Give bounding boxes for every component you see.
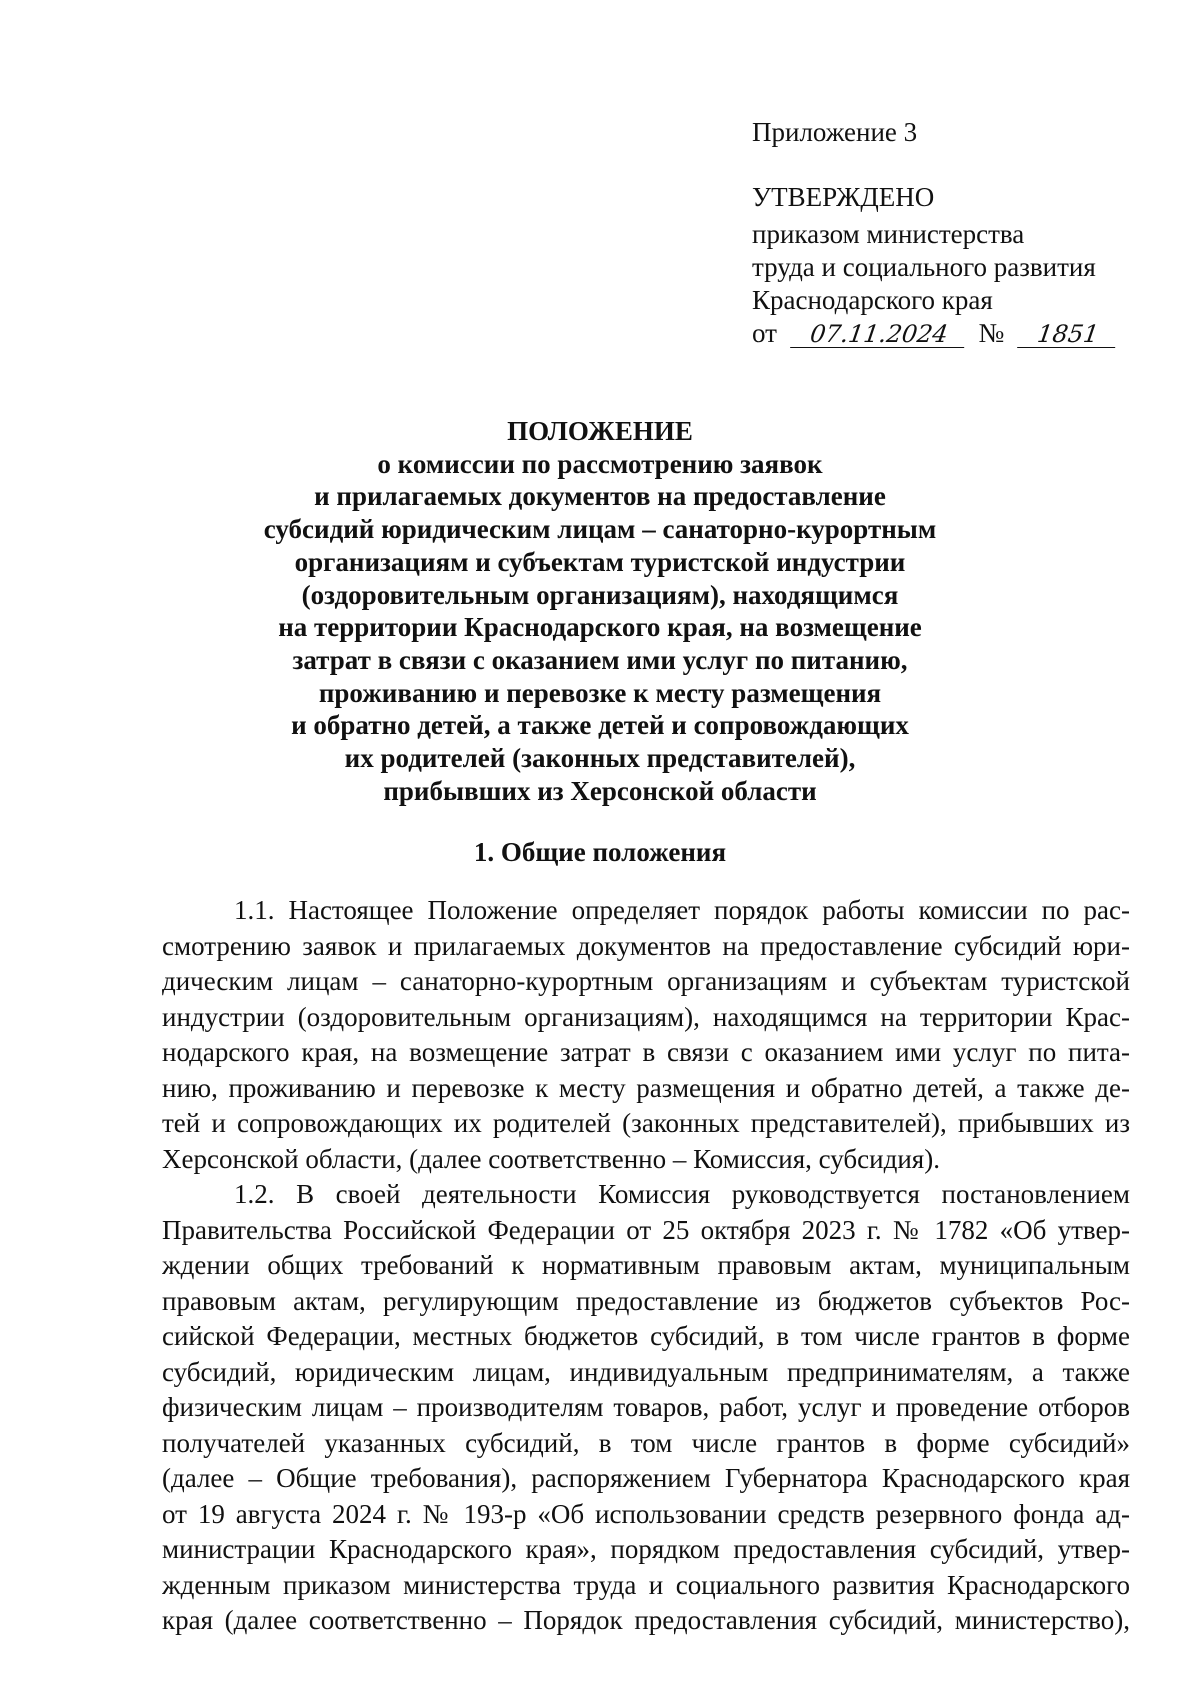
order-date-line: [752, 317, 1172, 350]
approved-stamp-text: УТВЕРЖДЕНО: [752, 182, 935, 212]
text-line: сийской Федерации, местных бюджетов субсидий, в том числе грантов в форме: [162, 1321, 1130, 1351]
text-line: Херсонской области, (далее соответственно – Комиссия, субсидия).: [162, 1143, 940, 1174]
title-line: ПОЛОЖЕНИЕ: [507, 416, 693, 446]
body-text: [162, 893, 1130, 1639]
title-line: о комиссии по рассмотрению заявок: [377, 448, 823, 479]
text-line: дическим лицам – санаторно-курортным организациям и субъектам туристской: [162, 966, 1130, 996]
title-line: субсидий юридическим лицам – санаторно-курортным: [263, 514, 937, 545]
title-line: затрат в связи с оказанием ими услуг по питанию,: [292, 644, 908, 675]
text-line: (далее – Общие требования), распоряжением Губернатора Краснодарского края: [162, 1463, 1130, 1493]
title-line: и обратно детей, а также детей и сопровождающих: [291, 710, 909, 741]
text-line: индустрии (оздоровительным организациям), находящимся на территории Крас-: [162, 1001, 1130, 1032]
text-line: жденным приказом министерства труда и социального развития Краснодарского: [162, 1569, 1130, 1600]
paragraph-1-1: [162, 893, 1130, 1177]
approval-block: [752, 181, 1172, 350]
order-line: труда и социального развития: [752, 252, 1096, 282]
text-line: субсидий, юридическим лицам, индивидуальным предпринимателям, а также: [162, 1356, 1130, 1387]
text-line: Правительства Российской Федерации от 25 октября 2023 г. № 1782 «Об утвер-: [162, 1214, 1130, 1245]
date-prefix: от: [752, 318, 777, 348]
document-title: [150, 415, 1050, 807]
paragraph-1-2: [162, 1177, 1130, 1639]
text-line: тей и сопровождающих их родителей (законных представителей), прибывших из: [162, 1108, 1130, 1138]
section-heading: 1. Общие положения: [473, 837, 727, 867]
text-line: края (далее соответственно – Порядок предоставления субсидий, министерство),: [162, 1605, 1130, 1635]
title-line: (оздоровительным организациям), находящимся: [301, 579, 899, 610]
title-line: их родителей (законных представителей),: [344, 743, 856, 774]
title-line: прибывших из Херсонской области: [383, 775, 817, 806]
text-line: правовым актам, регулирующим предоставление из бюджетов субъектов Рос-: [162, 1285, 1130, 1316]
text-line: министрации Краснодарского края», порядком предоставления субсидий, утвер-: [162, 1534, 1130, 1564]
text-line: от 19 августа 2024 г. № 193-р «Об использовании средств резервного фонда ад-: [162, 1498, 1130, 1529]
text-line: смотрению заявок и прилагаемых документов на предоставление субсидий юри-: [162, 930, 1130, 961]
appendix-label: Приложение 3: [752, 117, 918, 147]
text-line: ждении общих требований к нормативным правовым актам, муниципальным: [162, 1250, 1130, 1280]
handwritten-number: 1851: [1017, 321, 1119, 348]
text-line: получателей указанных субсидий, в том числе грантов в форме субсидий»: [162, 1427, 1130, 1458]
title-line: и прилагаемых документов на предоставление: [314, 481, 886, 512]
order-line: Краснодарского края: [752, 285, 993, 315]
text-line: нию, проживанию и перевозке к месту размещения и обратно детей, а также де-: [162, 1072, 1130, 1103]
text-line: 1.1. Настоящее Положение определяет порядок работы комиссии по рас-: [234, 895, 1130, 925]
title-line: проживанию и перевозке к месту размещения: [318, 677, 882, 708]
text-line: физическим лицам – производителям товаров, работ, услуг и проведение отборов: [162, 1392, 1130, 1422]
order-line: приказом министерства: [752, 219, 1025, 249]
title-line: на территории Краснодарского края, на возмещение: [278, 612, 922, 643]
number-prefix: №: [978, 318, 1005, 348]
title-line: организациям и субъектам туристской индустрии: [294, 546, 906, 577]
text-line: 1.2. В своей деятельности Комиссия руководствуется постановлением: [234, 1179, 1130, 1209]
handwritten-date: 07.11.2024: [790, 321, 968, 348]
text-line: нодарского края, на возмещение затрат в связи с оказанием ими услуг по пита-: [162, 1037, 1130, 1067]
